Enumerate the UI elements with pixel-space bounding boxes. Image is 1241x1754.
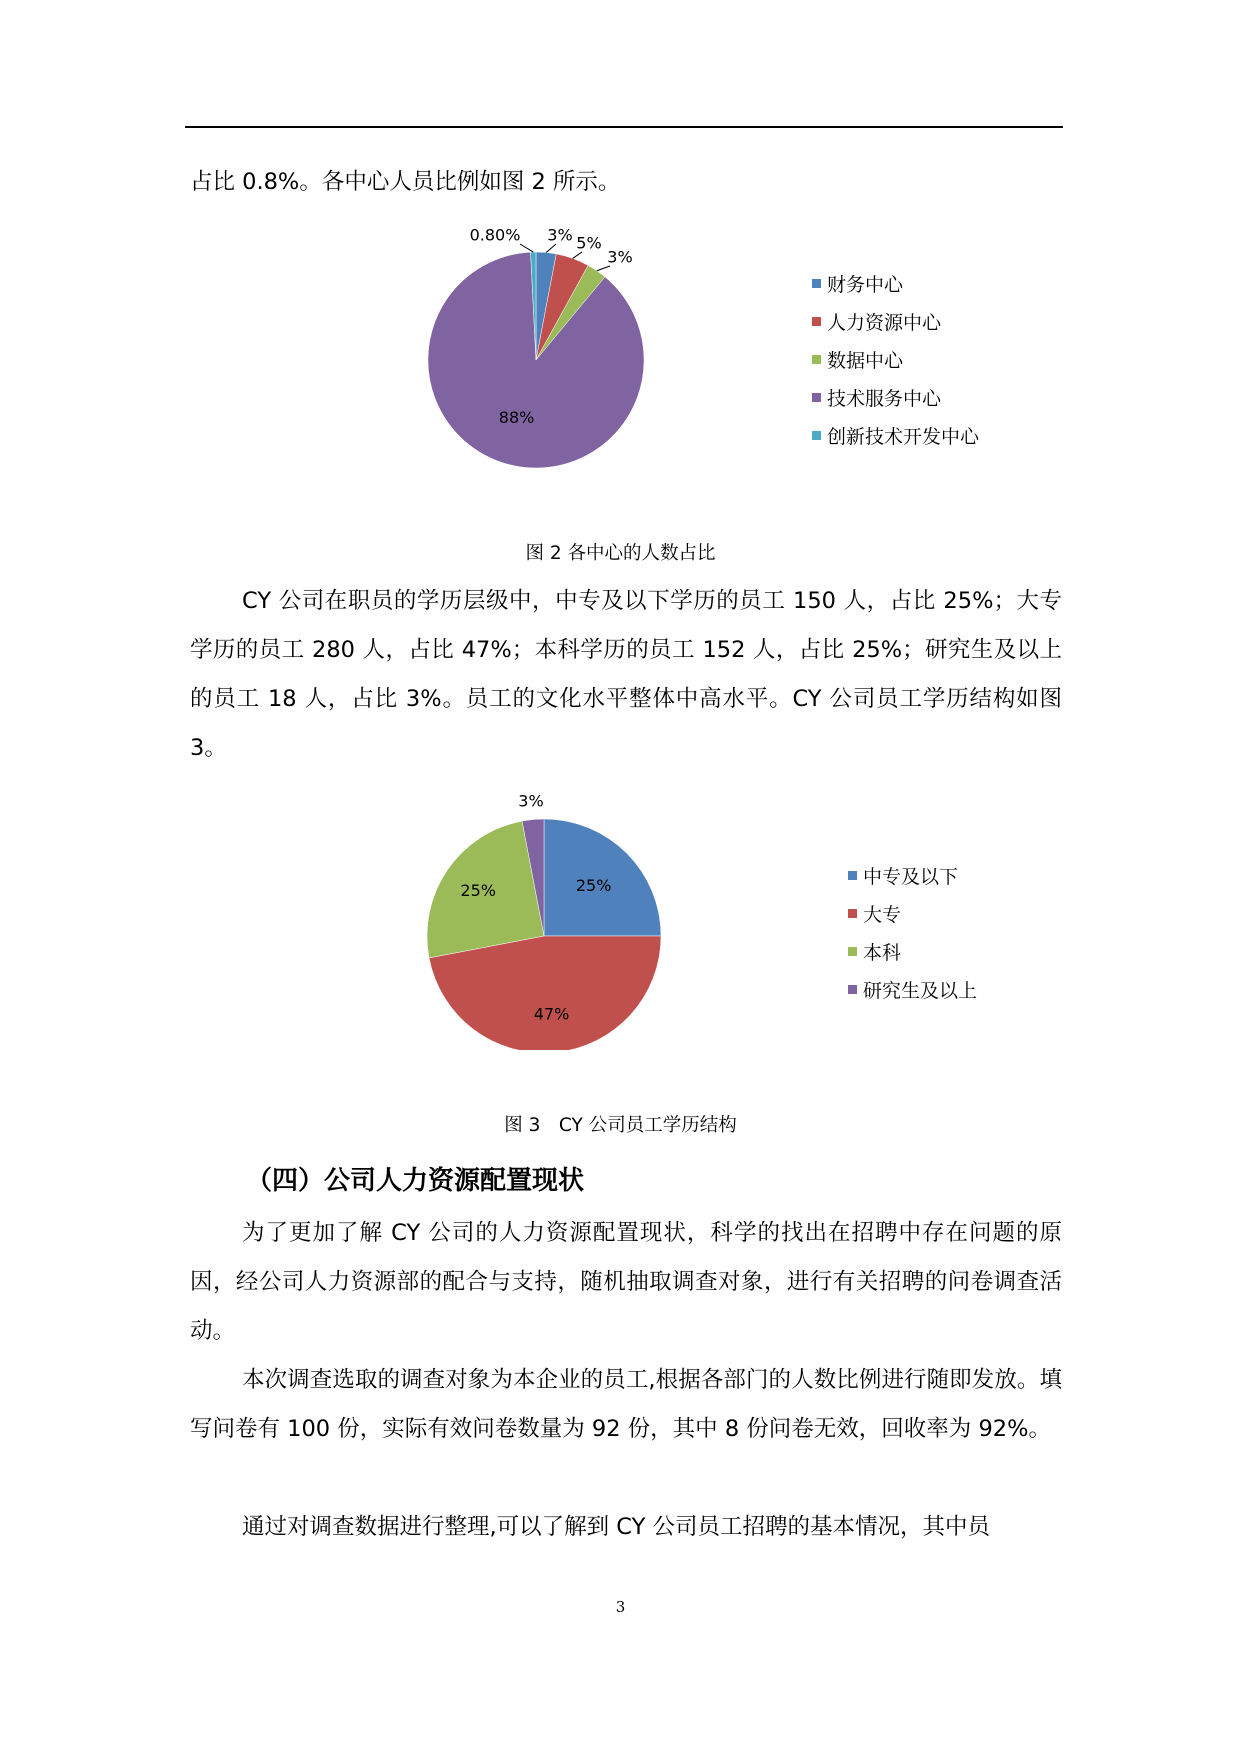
legend-swatch: [812, 355, 821, 364]
legend-swatch: [848, 909, 857, 918]
legend-label: 人力资源中心: [827, 311, 942, 334]
paragraph-1: 为了更加了解 CY 公司的人力资源配置现状，科学的找出在招聘中存在问题的原因，经公司人力资源部的配合与支持，随机抽取调查对象，进行有关招聘的问卷调查活动。: [190, 1220, 1062, 1344]
leader-line: [597, 266, 610, 271]
pie-chart-centers: [420, 222, 660, 482]
legend-label: 数据中心: [827, 349, 904, 372]
legend-item: [812, 264, 979, 302]
figure-3-caption: 图 3 CY 公司员工学历结构: [504, 1115, 737, 1136]
data-label: 25%: [575, 875, 612, 895]
legend-item: [812, 378, 979, 416]
legend-item: [848, 932, 977, 970]
legend-swatch: [812, 317, 821, 326]
legend-item: [848, 856, 977, 894]
data-label: 0.80%: [469, 225, 521, 245]
data-label: 3%: [518, 791, 544, 811]
text-line-top: 占比 0.8%。各中心人员比例如图 2 所示。: [190, 169, 621, 195]
legend-label: 财务中心: [827, 273, 904, 296]
legend-centers: [812, 264, 979, 454]
legend-swatch: [848, 947, 857, 956]
legend-item: [848, 894, 977, 932]
legend-education: [848, 856, 977, 1008]
leader-line: [546, 244, 556, 252]
legend-label: 创新技术开发中心: [827, 425, 980, 448]
paragraph-education: CY 公司在职员的学历层级中，中专及以下学历的员工 150 人，占比 25%；大专学历的员工 280 人，占比 47%；本科学历的员工 152 人，占比 25%；研究生及以上的员工 18 人，占比 3%。员工的文化水平整体中高水平。CY 公司员工学历结构如图 3。: [190, 588, 1062, 761]
legend-swatch: [812, 393, 821, 402]
section-heading: （四）公司人力资源配置现状: [246, 1166, 585, 1196]
legend-swatch: [848, 871, 857, 880]
data-label: 47%: [533, 1004, 570, 1024]
legend-label: 中专及以下: [863, 865, 959, 888]
legend-item: [848, 970, 977, 1008]
legend-swatch: [812, 279, 821, 288]
data-label: 3%: [607, 247, 633, 267]
legend-label: 本科: [863, 941, 902, 964]
page-number: 3: [615, 1598, 626, 1616]
data-label: 88%: [498, 407, 535, 427]
data-label: 5%: [576, 233, 602, 253]
legend-item: [812, 340, 979, 378]
leader-line: [573, 252, 582, 258]
paragraph-3: 通过对调查数据进行整理,可以了解到 CY 公司员工招聘的基本情况，其中员: [242, 1514, 991, 1540]
data-label: 25%: [460, 880, 496, 900]
leader-line: [520, 244, 533, 252]
legend-label: 大专: [863, 903, 902, 926]
figure-2-caption: 图 2 各中心的人数占比: [525, 543, 716, 564]
pie-slice: [429, 936, 661, 1050]
paragraph-2: 本次调查选取的调查对象为本企业的员工,根据各部门的人数比例进行随即发放。填写问卷有 100 份，实际有效问卷数量为 92 份，其中 8 份问卷无效，回收率为 92%。: [190, 1367, 1062, 1442]
header-rule: [185, 126, 1063, 128]
legend-item: [812, 302, 979, 340]
legend-label: 技术服务中心: [827, 387, 942, 410]
data-label: 3%: [547, 225, 573, 245]
legend-item: [812, 416, 979, 454]
legend-label: 研究生及以上: [863, 979, 978, 1002]
legend-swatch: [848, 985, 857, 994]
pie-chart-education: [405, 780, 685, 1050]
legend-swatch: [812, 431, 821, 440]
